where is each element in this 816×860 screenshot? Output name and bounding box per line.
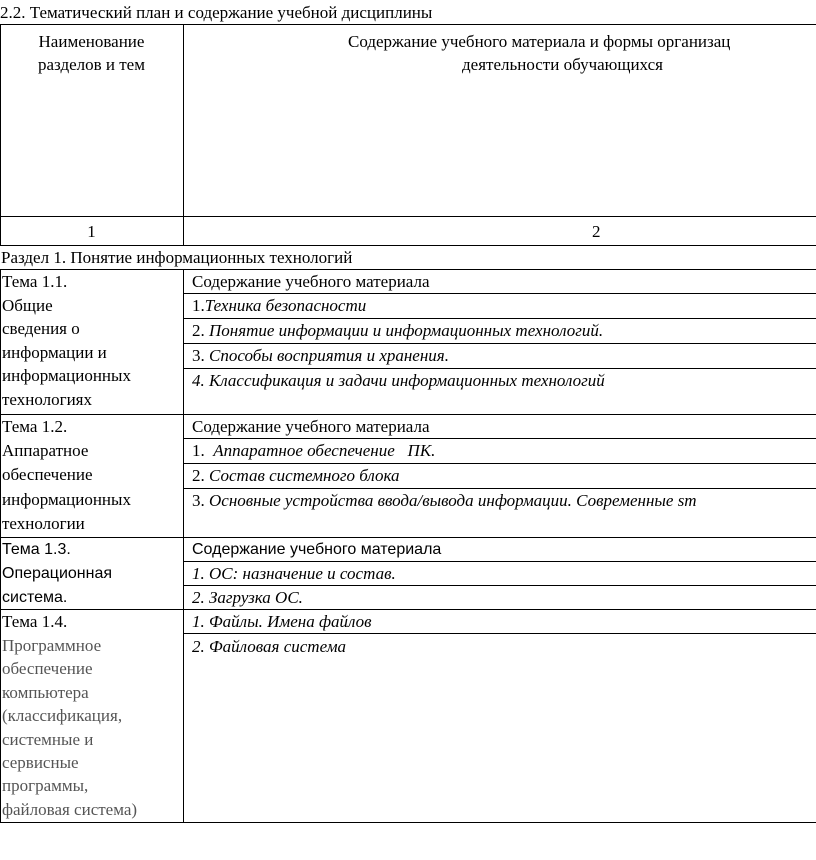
content-item: 1. Файлы. Имена файлов [192, 612, 372, 631]
column-number-1: 1 [87, 222, 96, 241]
content-item: 3. Основные устройства ввода/вывода информации. Современные sm [192, 491, 697, 510]
content-item: 1. ОС: назначение и состав. [192, 564, 396, 583]
content-label: Содержание учебного материала [192, 417, 430, 436]
topic-name-line: сведения о [2, 319, 80, 338]
column-number-2: 2 [592, 222, 601, 241]
section-title: Раздел 1. Понятие информационных технологий [1, 248, 353, 267]
topic-1-4-description [2, 634, 137, 821]
topic-name-line: информации и [2, 342, 107, 362]
topic-name-line: система. [2, 589, 68, 606]
content-item: 1. Аппаратное обеспечение ПК. [192, 441, 436, 460]
header-col2 [250, 30, 816, 76]
topic-name-line: Общие [2, 295, 53, 315]
header-col1-line: Наименование [38, 32, 145, 51]
topic-name-line: программы, [2, 776, 89, 796]
topic-name-line: Аппаратное [2, 441, 89, 461]
content-item: 3. Способы восприятия и хранения. [192, 346, 449, 365]
document-title: 2.2. Тематический план и содержание учебной дисциплины [0, 3, 433, 22]
header-col1 [0, 30, 183, 76]
topic-name-line: системные и [2, 729, 94, 749]
topic-name-line: Операционная [2, 565, 113, 582]
topic-name-line: Тема 1.2. [2, 417, 68, 436]
topic-name-line: компьютера [2, 682, 89, 702]
content-label: Содержание учебного материала [192, 541, 442, 558]
topic-name-line: информационных [2, 366, 131, 385]
header-col2-line: деятельности обучающихся [462, 55, 663, 74]
content-item: 2. Файловая система [192, 637, 347, 656]
content-item: 2. Загрузка ОС. [192, 588, 303, 607]
topic-1-2-name [2, 415, 131, 536]
topic-name-line: информационных [2, 489, 131, 509]
header-col1-line: разделов и тем [38, 55, 145, 74]
content-item: 4. Классификация и задачи информационных технологий [192, 371, 605, 390]
content-label: Содержание учебного материала [192, 272, 430, 291]
topic-1-3-name [2, 538, 112, 610]
topic-name-line: (классификация, [2, 706, 123, 726]
topic-name-line: файловая система) [2, 799, 138, 819]
content-item: 1.Техника безопасности [192, 296, 367, 315]
header-col2-line: Содержание учебного материала и формы организац [348, 32, 731, 51]
topic-name-line: Программное [2, 636, 102, 655]
content-item: 2. Состав системного блока [192, 466, 400, 485]
topic-name-line: технологиях [2, 389, 92, 409]
topic-1-1-name [2, 270, 131, 411]
topic-name-line: обеспечение [2, 659, 93, 679]
topic-name-line: Тема 1.1. [2, 272, 68, 291]
topic-name-line: технологии [2, 513, 85, 533]
topic-1-4-title: Тема 1.4. [2, 612, 68, 631]
topic-name-line: сервисные [2, 753, 79, 773]
topic-name-line: обеспечение [2, 465, 93, 485]
topic-name-line: Тема 1.3. [2, 541, 71, 558]
content-item: 2. Понятие информации и информационных технологий. [192, 321, 604, 340]
